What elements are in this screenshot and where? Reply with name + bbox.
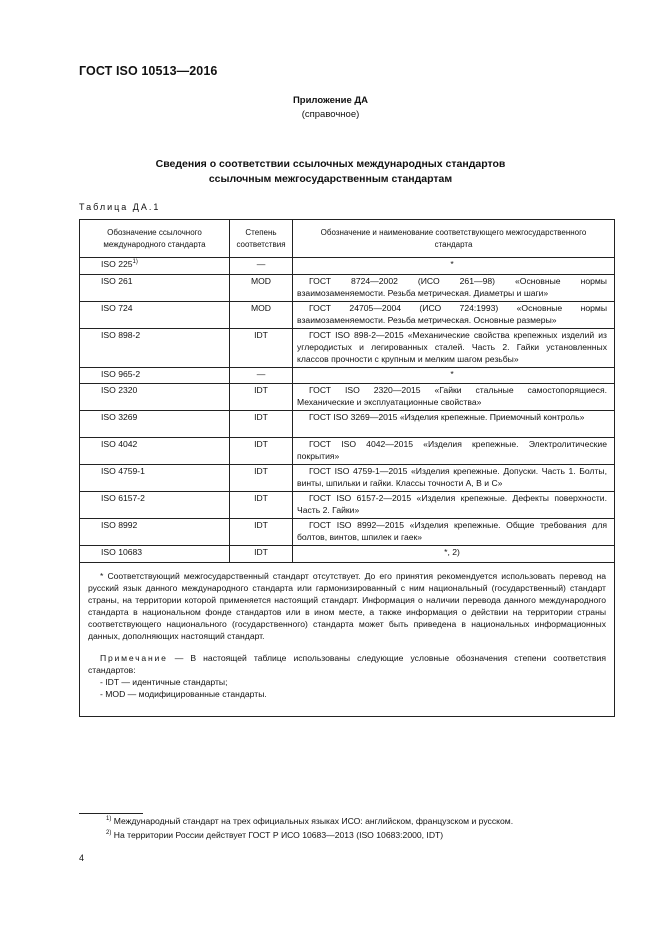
cell-interstate-standard <box>293 258 615 275</box>
interstate-standard-text: ГОСТ 24705—2004 (ИСО 724:1993) «Основные нормы взаимозаменяемости. Резьба метрическая. Основные размеры» <box>297 303 607 325</box>
table-row <box>80 465 615 492</box>
note-label: Примечание <box>100 653 168 663</box>
standard-code: ISO 965-2 <box>101 369 141 379</box>
standard-code: ISO 898-2 <box>101 330 141 340</box>
interstate-standard-text: * <box>450 259 454 269</box>
footnote-1 <box>79 815 513 827</box>
appendix-title: Приложение ДА <box>292 95 369 106</box>
note-paragraph <box>88 652 606 676</box>
interstate-standard-text: ГОСТ ISO 2320—2015 «Гайки стальные самостопорящиеся. Механические и эксплуатационные свойства» <box>297 385 607 407</box>
standard-code: ISO 225 <box>101 259 133 269</box>
cell-degree: MOD <box>230 275 293 302</box>
cell-international-standard <box>80 465 230 492</box>
cell-degree: IDT <box>230 438 293 465</box>
cell-international-standard <box>80 438 230 465</box>
heading-line-2: ссылочным межгосударственным стандартам <box>208 173 453 185</box>
table-note-row <box>80 563 615 717</box>
table-row <box>80 275 615 302</box>
cell-interstate-standard <box>293 519 615 546</box>
header-col-interstate: Обозначение и наименование соответствующего межгосударственного стандарта <box>293 220 615 258</box>
cell-degree: IDT <box>230 519 293 546</box>
table-notes <box>80 563 615 717</box>
cell-international-standard <box>80 519 230 546</box>
note-star: * Соответствующий межгосударственный стандарт отсутствует. До его принятия рекомендуется использовать перевод на русский язык данного международного стандарта или гармонизированный с ним национальный (государственный) стандарт страны, на территории которой применяется настоящий стандарт. Информация о наличии перевода данного международного стандарта в национальном фонде стандартов или в ином месте, а также информация о действии на территории страны соответствующего национального (государственного) стандарта может быть приведена в национальных информационных данных, дополняющих настоящий стандарт. <box>88 571 606 641</box>
page-number: 4 <box>79 853 85 863</box>
interstate-standard-text: ГОСТ ISO 6157-2—2015 «Изделия крепежные. Дефекты поверхности. Часть 2. Гайки» <box>297 493 607 515</box>
table-row <box>80 438 615 465</box>
table-row <box>80 329 615 368</box>
cell-international-standard <box>80 411 230 438</box>
table-caption: Таблица ДА.1 <box>79 202 161 212</box>
standard-code: ISO 3269 <box>101 412 138 422</box>
cell-interstate-standard <box>293 302 615 329</box>
appendix-subtitle: (справочное) <box>301 109 360 120</box>
cell-interstate-standard <box>293 411 615 438</box>
standards-table <box>79 219 615 717</box>
table-row <box>80 519 615 546</box>
interstate-standard-text: ГОСТ ISO 4042—2015 «Изделия крепежные. Электролитические покрытия» <box>297 439 607 461</box>
footnote-2 <box>79 829 443 841</box>
cell-interstate-standard <box>293 368 615 384</box>
table-row <box>80 546 615 563</box>
cell-international-standard <box>80 258 230 275</box>
standard-code: ISO 8992 <box>101 520 138 530</box>
cell-interstate-standard <box>293 438 615 465</box>
cell-degree: IDT <box>230 411 293 438</box>
cell-interstate-standard <box>293 329 615 368</box>
footnote-2-text: На территории России действует ГОСТ Р ИСО 10683—2013 (ISO 10683:2000, IDT) <box>111 830 444 840</box>
interstate-standard-text: ГОСТ ISO 3269—2015 «Изделия крепежные. Приемочный контроль» <box>309 412 585 422</box>
cell-international-standard <box>80 275 230 302</box>
table-row <box>80 384 615 411</box>
cell-international-standard <box>80 329 230 368</box>
cell-degree: IDT <box>230 546 293 563</box>
cell-degree: IDT <box>230 329 293 368</box>
cell-degree: MOD <box>230 302 293 329</box>
cell-interstate-standard <box>293 275 615 302</box>
footnote-ref: 1) <box>132 259 138 266</box>
heading-line-1: Сведения о соответствии ссылочных международных стандартов <box>155 158 506 170</box>
interstate-standard-text: ГОСТ ISO 898-2—2015 «Механические свойства крепежных изделий из углеродистых и легированных сталей. Часть 2. Гайки установленных классов прочности с крупным и мелким шагом резьбы» <box>297 330 607 364</box>
interstate-standard-text: ГОСТ ISO 4759-1—2015 «Изделия крепежные. Допуски. Часть 1. Болты, винты, шпильки и гайки. Классы точности А, В и С» <box>297 466 607 488</box>
standard-code: ISO 4042 <box>101 439 138 449</box>
header-col-degree: Степень соответствия <box>230 220 293 258</box>
footnote-2-mark: 2) <box>106 830 112 837</box>
cell-interstate-standard <box>293 384 615 411</box>
standard-code: ISO 4759-1 <box>101 466 145 476</box>
cell-degree: IDT <box>230 492 293 519</box>
standard-code: ISO 261 <box>101 276 133 286</box>
standard-code: ISO 2320 <box>101 385 138 395</box>
cell-degree: — <box>230 368 293 384</box>
interstate-standard-text: ГОСТ 8724—2002 (ИСО 261—98) «Основные нормы взаимозаменяемости. Резьба метрическая. Диаметры и шаги» <box>297 276 607 298</box>
cell-degree: IDT <box>230 384 293 411</box>
note-text: — В настоящей таблице использованы следующие условные обозначения степени соответствия стандартов: <box>88 653 606 675</box>
standard-code: ISO 724 <box>101 303 133 313</box>
document-code: ГОСТ ISO 10513—2016 <box>79 64 218 78</box>
note-item-idt: - IDT — идентичные стандарты; <box>100 677 228 687</box>
interstate-standard-text: ГОСТ ISO 8992—2015 «Изделия крепежные. Общие требования для болтов, винтов, шпилек и гаек» <box>297 520 607 542</box>
note-item-mod: - MOD — модифицированные стандарты. <box>100 689 267 699</box>
cell-international-standard <box>80 302 230 329</box>
interstate-standard-text: *, 2) <box>444 547 460 557</box>
cell-interstate-standard <box>293 546 615 563</box>
section-heading <box>0 157 661 187</box>
interstate-standard-text: * <box>450 369 454 379</box>
table-row <box>80 411 615 438</box>
cell-interstate-standard <box>293 465 615 492</box>
cell-degree: — <box>230 258 293 275</box>
cell-international-standard <box>80 384 230 411</box>
cell-degree: IDT <box>230 465 293 492</box>
footnote-1-text: Международный стандарт на трех официальных языках ИСО: английском, французском и русском. <box>111 816 514 826</box>
footnote-1-mark: 1) <box>106 816 112 823</box>
table-row <box>80 258 615 275</box>
cell-international-standard <box>80 492 230 519</box>
cell-international-standard <box>80 368 230 384</box>
cell-international-standard <box>80 546 230 563</box>
standard-code: ISO 6157-2 <box>101 493 145 503</box>
table-row <box>80 492 615 519</box>
footnote-separator <box>79 813 143 814</box>
table-row <box>80 368 615 384</box>
table-row <box>80 302 615 329</box>
header-col-international: Обозначение ссылочного международного стандарта <box>80 220 230 258</box>
cell-interstate-standard <box>293 492 615 519</box>
standard-code: ISO 10683 <box>101 547 143 557</box>
table-header-row <box>80 220 615 258</box>
